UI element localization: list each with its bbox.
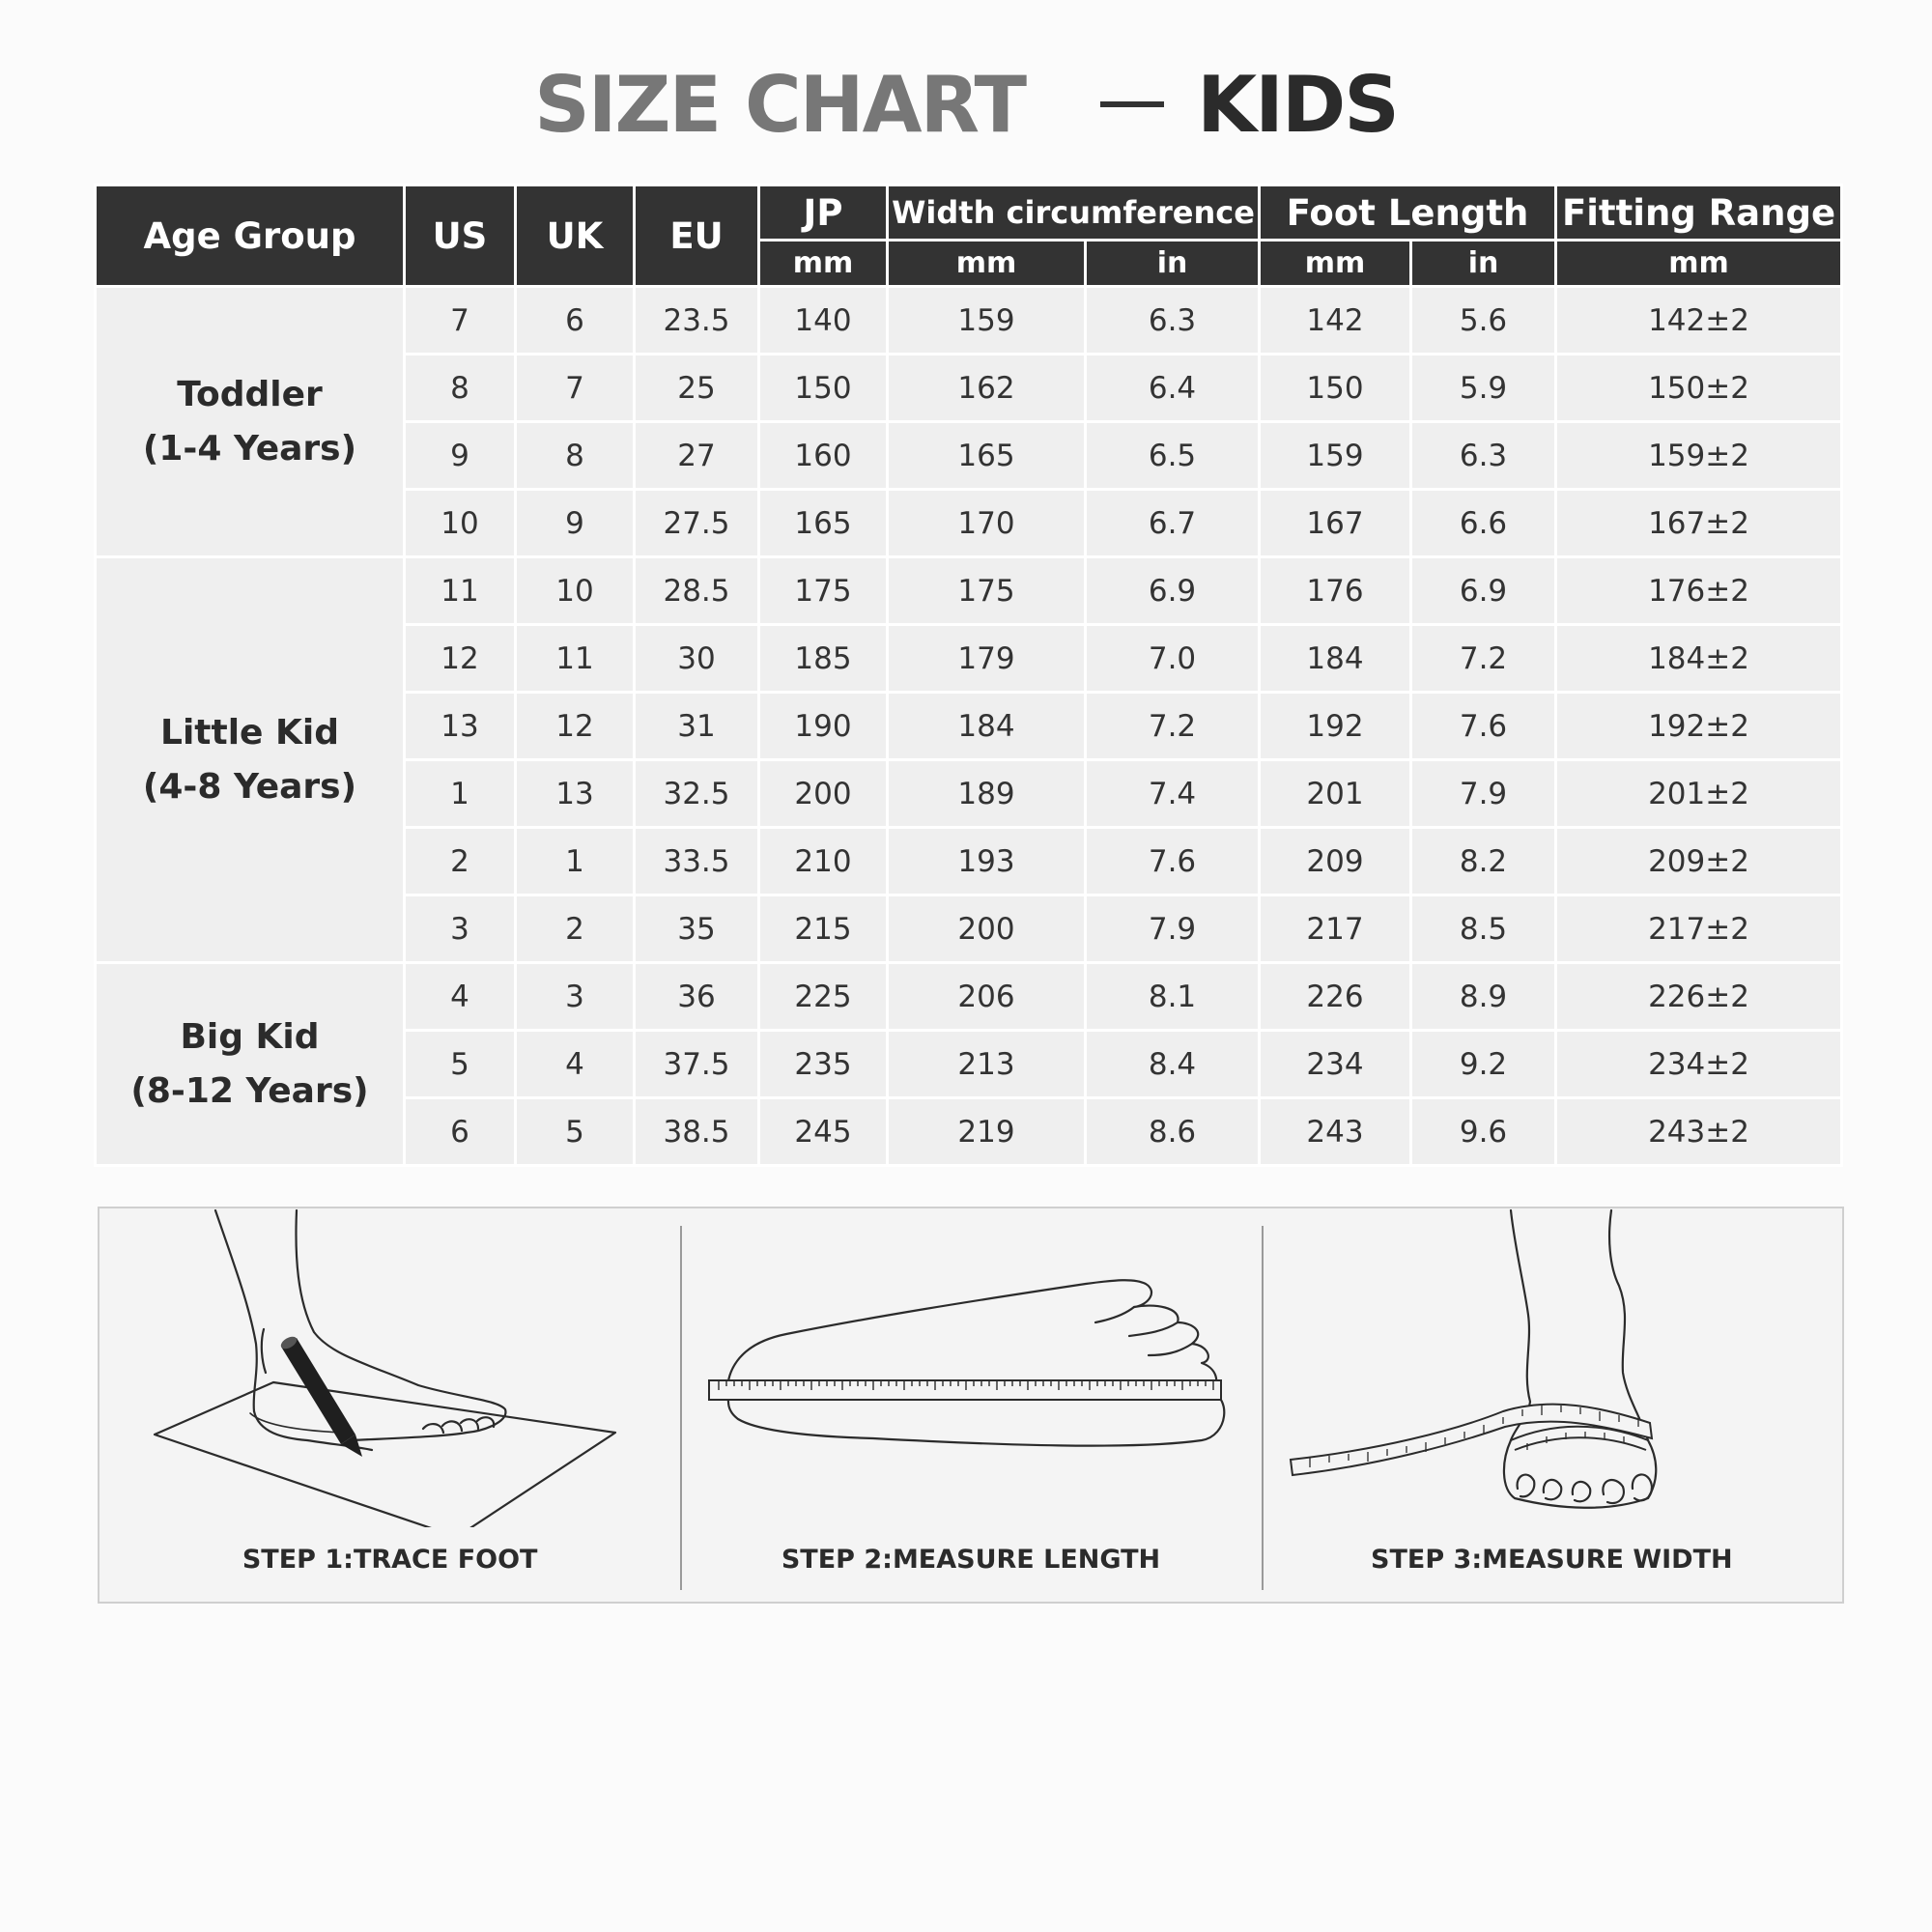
cell-uk: 12 (516, 693, 635, 760)
cell-fitting-mm: 226±2 (1556, 963, 1842, 1031)
cell-width-mm: 219 (888, 1098, 1086, 1166)
cell-us: 13 (405, 693, 516, 760)
cell-width-in: 7.4 (1086, 760, 1260, 828)
unit-length-in: in (1411, 241, 1556, 287)
cell-eu: 27 (635, 422, 759, 490)
age-group-cell (96, 963, 405, 1166)
measure-length-illustration (680, 1208, 1260, 1527)
cell-length-in: 7.6 (1411, 693, 1556, 760)
table-row (96, 963, 1842, 1031)
step-measure-width (1262, 1208, 1842, 1602)
cell-jp-mm: 235 (759, 1031, 888, 1098)
cell-width-mm: 170 (888, 490, 1086, 557)
age-group-range: (4-8 Years) (142, 766, 357, 807)
cell-length-in: 5.6 (1411, 287, 1556, 355)
header-width-circumference: Width circumference (888, 185, 1260, 241)
cell-uk: 1 (516, 828, 635, 895)
cell-width-mm: 159 (888, 287, 1086, 355)
cell-eu: 30 (635, 625, 759, 693)
cell-length-mm: 201 (1260, 760, 1411, 828)
unit-width-mm: mm (888, 241, 1086, 287)
cell-length-mm: 234 (1260, 1031, 1411, 1098)
cell-width-in: 7.0 (1086, 625, 1260, 693)
cell-uk: 8 (516, 422, 635, 490)
toes-front (1517, 1474, 1651, 1503)
unit-width-in: in (1086, 241, 1260, 287)
cell-eu: 27.5 (635, 490, 759, 557)
cell-eu: 33.5 (635, 828, 759, 895)
age-group-cell (96, 287, 405, 557)
cell-uk: 13 (516, 760, 635, 828)
header-age-group: Age Group (96, 185, 405, 287)
cell-uk: 3 (516, 963, 635, 1031)
cell-fitting-mm: 184±2 (1556, 625, 1842, 693)
title-dash (1100, 101, 1164, 107)
cell-fitting-mm: 192±2 (1556, 693, 1842, 760)
cell-uk: 4 (516, 1031, 635, 1098)
cell-fitting-mm: 150±2 (1556, 355, 1842, 422)
cell-length-mm: 184 (1260, 625, 1411, 693)
cell-jp-mm: 175 (759, 557, 888, 625)
cell-us: 1 (405, 760, 516, 828)
tape-measure-icon (1291, 1405, 1652, 1475)
cell-jp-mm: 215 (759, 895, 888, 963)
cell-eu: 23.5 (635, 287, 759, 355)
title-sub: KIDS (1197, 59, 1398, 150)
trace-foot-illustration (99, 1208, 679, 1527)
cell-uk: 10 (516, 557, 635, 625)
cell-us: 11 (405, 557, 516, 625)
cell-eu: 36 (635, 963, 759, 1031)
cell-width-in: 6.7 (1086, 490, 1260, 557)
cell-length-mm: 209 (1260, 828, 1411, 895)
cell-length-mm: 159 (1260, 422, 1411, 490)
cell-width-in: 8.6 (1086, 1098, 1260, 1166)
page-title (0, 56, 1932, 153)
cell-us: 5 (405, 1031, 516, 1098)
cell-width-mm: 175 (888, 557, 1086, 625)
cell-width-in: 8.4 (1086, 1031, 1260, 1098)
cell-uk: 11 (516, 625, 635, 693)
cell-fitting-mm: 234±2 (1556, 1031, 1842, 1098)
cell-fitting-mm: 243±2 (1556, 1098, 1842, 1166)
step-2-label: STEP 2:MEASURE LENGTH (781, 1545, 1161, 1575)
paper-sheet (155, 1382, 615, 1527)
age-group-cell (96, 557, 405, 963)
cell-length-mm: 226 (1260, 963, 1411, 1031)
cell-length-mm: 217 (1260, 895, 1411, 963)
cell-uk: 5 (516, 1098, 635, 1166)
cell-us: 8 (405, 355, 516, 422)
cell-uk: 7 (516, 355, 635, 422)
table-row (96, 287, 1842, 355)
cell-us: 6 (405, 1098, 516, 1166)
cell-width-in: 7.9 (1086, 895, 1260, 963)
table-row (96, 557, 1842, 625)
cell-length-in: 9.2 (1411, 1031, 1556, 1098)
header-eu: EU (635, 185, 759, 287)
cell-length-in: 6.3 (1411, 422, 1556, 490)
age-group-range: (8-12 Years) (130, 1070, 369, 1111)
cell-width-in: 6.3 (1086, 287, 1260, 355)
cell-width-mm: 162 (888, 355, 1086, 422)
cell-eu: 32.5 (635, 760, 759, 828)
table-header (96, 185, 1842, 287)
size-chart-table (94, 184, 1843, 1167)
cell-width-mm: 189 (888, 760, 1086, 828)
cell-width-in: 7.6 (1086, 828, 1260, 895)
cell-us: 4 (405, 963, 516, 1031)
foot-side-outline (727, 1280, 1224, 1445)
cell-jp-mm: 150 (759, 355, 888, 422)
age-group-name: Toddler (177, 374, 323, 414)
cell-fitting-mm: 167±2 (1556, 490, 1842, 557)
cell-length-in: 7.2 (1411, 625, 1556, 693)
cell-jp-mm: 245 (759, 1098, 888, 1166)
cell-length-in: 6.9 (1411, 557, 1556, 625)
cell-width-in: 7.2 (1086, 693, 1260, 760)
leg-right-line (1609, 1210, 1648, 1440)
step-1-label: STEP 1:TRACE FOOT (242, 1545, 538, 1575)
cell-jp-mm: 140 (759, 287, 888, 355)
cell-length-mm: 142 (1260, 287, 1411, 355)
cell-length-in: 9.6 (1411, 1098, 1556, 1166)
step-3-label: STEP 3:MEASURE WIDTH (1371, 1545, 1733, 1575)
cell-width-mm: 206 (888, 963, 1086, 1031)
cell-us: 10 (405, 490, 516, 557)
cell-fitting-mm: 217±2 (1556, 895, 1842, 963)
cell-length-in: 6.6 (1411, 490, 1556, 557)
cell-width-in: 6.4 (1086, 355, 1260, 422)
step-measure-length (680, 1208, 1261, 1602)
cell-width-in: 6.5 (1086, 422, 1260, 490)
cell-width-in: 8.1 (1086, 963, 1260, 1031)
cell-eu: 25 (635, 355, 759, 422)
measure-width-illustration (1262, 1208, 1841, 1527)
cell-length-mm: 150 (1260, 355, 1411, 422)
cell-us: 12 (405, 625, 516, 693)
cell-eu: 35 (635, 895, 759, 963)
header-jp: JP (759, 185, 888, 241)
header-us: US (405, 185, 516, 287)
cell-jp-mm: 165 (759, 490, 888, 557)
cell-eu: 31 (635, 693, 759, 760)
cell-jp-mm: 160 (759, 422, 888, 490)
cell-length-in: 7.9 (1411, 760, 1556, 828)
cell-width-mm: 179 (888, 625, 1086, 693)
cell-length-in: 8.2 (1411, 828, 1556, 895)
cell-eu: 38.5 (635, 1098, 759, 1166)
cell-fitting-mm: 159±2 (1556, 422, 1842, 490)
cell-fitting-mm: 209±2 (1556, 828, 1842, 895)
header-fitting-range: Fitting Range (1556, 185, 1842, 241)
cell-width-in: 6.9 (1086, 557, 1260, 625)
header-uk: UK (516, 185, 635, 287)
cell-width-mm: 213 (888, 1031, 1086, 1098)
cell-length-mm: 176 (1260, 557, 1411, 625)
age-group-name: Little Kid (160, 712, 339, 753)
cell-width-mm: 165 (888, 422, 1086, 490)
age-group-name: Big Kid (180, 1016, 320, 1057)
cell-width-mm: 193 (888, 828, 1086, 895)
unit-length-mm: mm (1260, 241, 1411, 287)
cell-eu: 37.5 (635, 1031, 759, 1098)
age-group-range: (1-4 Years) (142, 428, 357, 469)
cell-jp-mm: 210 (759, 828, 888, 895)
leg-back-line (215, 1210, 257, 1411)
ruler-icon (709, 1380, 1221, 1400)
cell-jp-mm: 200 (759, 760, 888, 828)
unit-jp-mm: mm (759, 241, 888, 287)
cell-length-mm: 192 (1260, 693, 1411, 760)
cell-fitting-mm: 176±2 (1556, 557, 1842, 625)
cell-length-in: 5.9 (1411, 355, 1556, 422)
measure-steps (98, 1207, 1844, 1604)
cell-us: 2 (405, 828, 516, 895)
unit-fitting-mm: mm (1556, 241, 1842, 287)
cell-uk: 9 (516, 490, 635, 557)
cell-length-in: 8.5 (1411, 895, 1556, 963)
cell-fitting-mm: 142±2 (1556, 287, 1842, 355)
cell-us: 7 (405, 287, 516, 355)
cell-jp-mm: 225 (759, 963, 888, 1031)
cell-fitting-mm: 201±2 (1556, 760, 1842, 828)
cell-length-in: 8.9 (1411, 963, 1556, 1031)
cell-us: 3 (405, 895, 516, 963)
cell-jp-mm: 185 (759, 625, 888, 693)
title-main: SIZE CHART (534, 59, 1026, 150)
cell-width-mm: 184 (888, 693, 1086, 760)
cell-uk: 6 (516, 287, 635, 355)
cell-eu: 28.5 (635, 557, 759, 625)
cell-length-mm: 167 (1260, 490, 1411, 557)
cell-width-mm: 200 (888, 895, 1086, 963)
table-body (96, 287, 1842, 1166)
cell-length-mm: 243 (1260, 1098, 1411, 1166)
cell-us: 9 (405, 422, 516, 490)
cell-jp-mm: 190 (759, 693, 888, 760)
cell-uk: 2 (516, 895, 635, 963)
step-trace-foot (99, 1208, 680, 1602)
header-foot-length: Foot Length (1260, 185, 1556, 241)
